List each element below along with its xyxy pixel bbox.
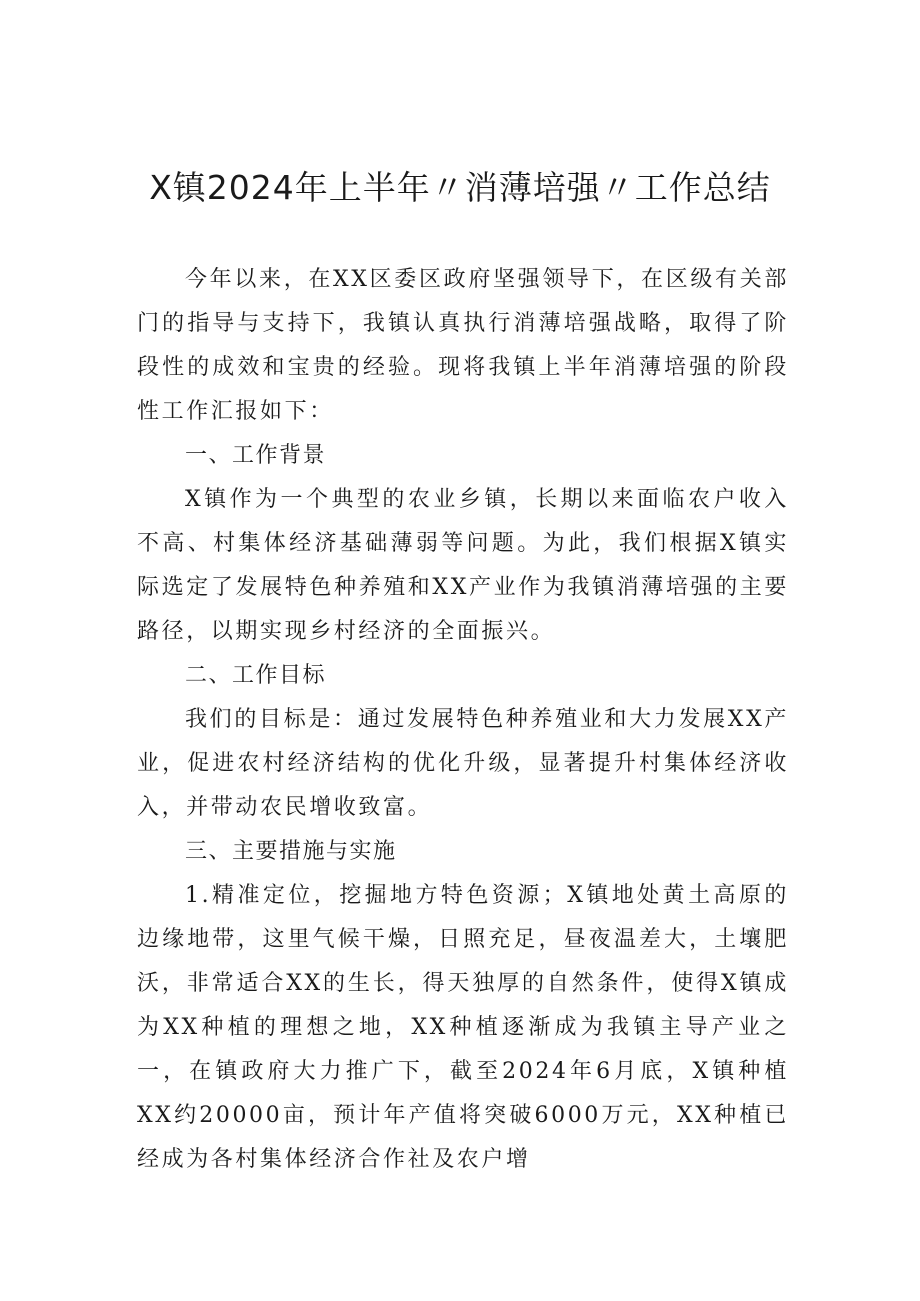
section-heading-measures: 三、主要措施与实施 xyxy=(185,839,397,864)
measures-item-1-paragraph: 1.精准定位，挖掘地方特色资源；X镇地处黄土高原的边缘地带，这里气候干燥，日照充足，昼夜温差大，土壤肥沃，非常适合XX的生长，得天独厚的自然条件，使得X镇成为XX种植的理想之地，XX种植逐渐成为我镇主导产业之一，在镇政府大力推广下，截至2024年6月底，X镇种植XX约20000亩，预计年产值将突破6000万元，XX种植已经成为各村集体经济合作社及农户增 xyxy=(137,883,789,1172)
background-paragraph: X镇作为一个典型的农业乡镇，长期以来面临农户收入不高、村集体经济基础薄弱等问题。为此，我们根据X镇实际选定了发展特色种养殖和XX产业作为我镇消薄培强的主要路径，以期实现乡村经济的全面振兴。 xyxy=(137,487,789,644)
intro-paragraph: 今年以来，在XX区委区政府坚强领导下，在区级有关部门的指导与支持下，我镇认真执行消薄培强战略，取得了阶段性的成效和宝贵的经验。现将我镇上半年消薄培强的阶段性工作汇报如下： xyxy=(137,267,789,424)
section-heading-goals: 二、工作目标 xyxy=(185,663,327,688)
document-title: X镇2024年上半年〃消薄培强〃工作总结 xyxy=(149,168,771,207)
goals-paragraph: 我们的目标是：通过发展特色种养殖业和大力发展XX产业，促进农村经济结构的优化升级，显著提升村集体经济收入，并带动农民增收致富。 xyxy=(137,707,789,820)
section-heading-background: 一、工作背景 xyxy=(185,443,327,468)
document-body xyxy=(137,258,789,1182)
